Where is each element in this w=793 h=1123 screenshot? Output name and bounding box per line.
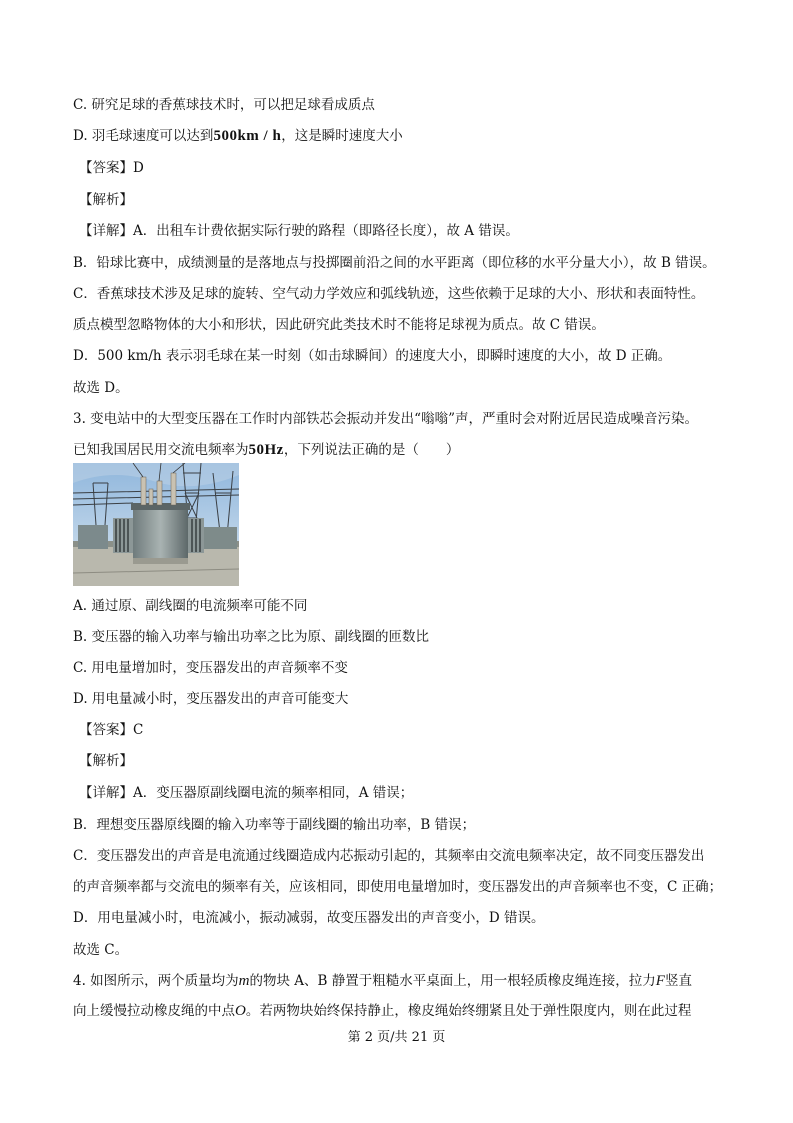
q2-option-d-pre: D. 羽毛球速度可以达到 bbox=[73, 128, 214, 144]
q3-option-a: A. 通过原、副线圈的电流频率可能不同 bbox=[73, 598, 308, 614]
q2-detail-c1: C．香蕉球技术涉及足球的旋转、空气动力学效应和弧线轨迹，这些依赖于足球的大小、形状和表面特性。 bbox=[73, 286, 705, 302]
q3-stem-line1: 3. 变电站中的大型变压器在工作时内部铁芯会振动并发出“嗡嗡”声，严重时会对附近居民造成噪音污染。 bbox=[73, 411, 698, 427]
q2-detail-d: D．500 km/h 表示羽毛球在某一时刻（如击球瞬间）的速度大小，即瞬时速度的大小，故 D 正确。 bbox=[73, 348, 672, 364]
q3-analysis-label: 【解析】 bbox=[79, 753, 133, 769]
q3-stem-pre: 已知我国居民用交流电频率为 bbox=[73, 442, 249, 458]
q4-stem2-a: 向上缓慢拉动橡皮绳的中点 bbox=[73, 1003, 235, 1019]
var-F: F bbox=[655, 973, 665, 989]
q3-option-d: D. 用电量减小时，变压器发出的声音可能变大 bbox=[73, 691, 349, 707]
q4-stem-line2 bbox=[73, 1001, 691, 1021]
q2-conclusion: 故选 D。 bbox=[73, 380, 129, 396]
speed-formula: 500km / h bbox=[213, 128, 282, 144]
q2-option-c: C. 研究足球的香蕉球技术时，可以把足球看成质点 bbox=[73, 97, 375, 113]
q2-detail-a: 【详解】A．出租车计费依据实际行驶的路程（即路径长度），故 A 错误。 bbox=[79, 223, 519, 239]
q4-stem2-b: 。若两物块始终保持静止，橡皮绳始终绷紧且处于弹性限度内，则在此过程 bbox=[245, 1003, 692, 1019]
q2-option-d-post: ，这是瞬时速度大小 bbox=[281, 128, 403, 144]
q3-answer: 【答案】C bbox=[79, 722, 144, 738]
q3-detail-c1: C．变压器发出的声音是电流通过线圈造成内芯振动引起的，其频率由交流电频率决定，故不同变压器发出 bbox=[73, 848, 705, 864]
q3-option-c: C. 用电量增加时，变压器发出的声音频率不变 bbox=[73, 660, 348, 676]
q2-answer: 【答案】D bbox=[79, 160, 144, 176]
q3-option-b: B. 变压器的输入功率与输出功率之比为原、副线圈的匝数比 bbox=[73, 629, 430, 645]
q3-detail-d: D．用电量减小时，电流减小，振动减弱，故变压器发出的声音变小，D 错误。 bbox=[73, 910, 545, 926]
transformer-photo bbox=[73, 463, 239, 586]
q4-stem1-c: 竖直 bbox=[664, 973, 692, 989]
q2-option-d bbox=[73, 126, 403, 146]
q2-detail-c2: 质点模型忽略物体的大小和形状，因此研究此类技术时不能将足球视为质点。故 C 错误。 bbox=[73, 317, 605, 333]
q4-stem1-a: 4. 如图所示，两个质量均为 bbox=[73, 973, 239, 989]
q4-stem1-b: 的物块 A、B 静置于粗糙水平桌面上，用一根轻质橡皮绳连接，拉力 bbox=[249, 973, 656, 989]
var-O: O bbox=[235, 1003, 246, 1019]
q3-detail-a: 【详解】A．变压器原副线圈电流的频率相同，A 错误； bbox=[79, 785, 414, 801]
q3-stem-line2 bbox=[73, 440, 459, 460]
q2-analysis-label: 【解析】 bbox=[79, 192, 133, 208]
page-number: 第 2 页/共 21 页 bbox=[347, 1030, 446, 1045]
var-m: m bbox=[238, 973, 250, 989]
frequency-formula: 50Hz bbox=[248, 442, 284, 458]
q3-detail-c2: 的声音频率都与交流电的频率有关，应该相同，即使用电量增加时，变压器发出的声音频率也不变，C 正确； bbox=[73, 879, 723, 895]
q3-stem-post: ，下列说法正确的是（ ） bbox=[283, 442, 460, 458]
q2-detail-b: B．铅球比赛中，成绩测量的是落地点与投掷圈前沿之间的水平距离（即位移的水平分量大小），故 B 错误。 bbox=[73, 255, 716, 271]
q3-conclusion: 故选 C。 bbox=[73, 942, 129, 958]
q4-stem-line1 bbox=[73, 971, 692, 991]
q3-detail-b: B．理想变压器原线圈的输入功率等于副线圈的输出功率，B 错误； bbox=[73, 817, 476, 833]
